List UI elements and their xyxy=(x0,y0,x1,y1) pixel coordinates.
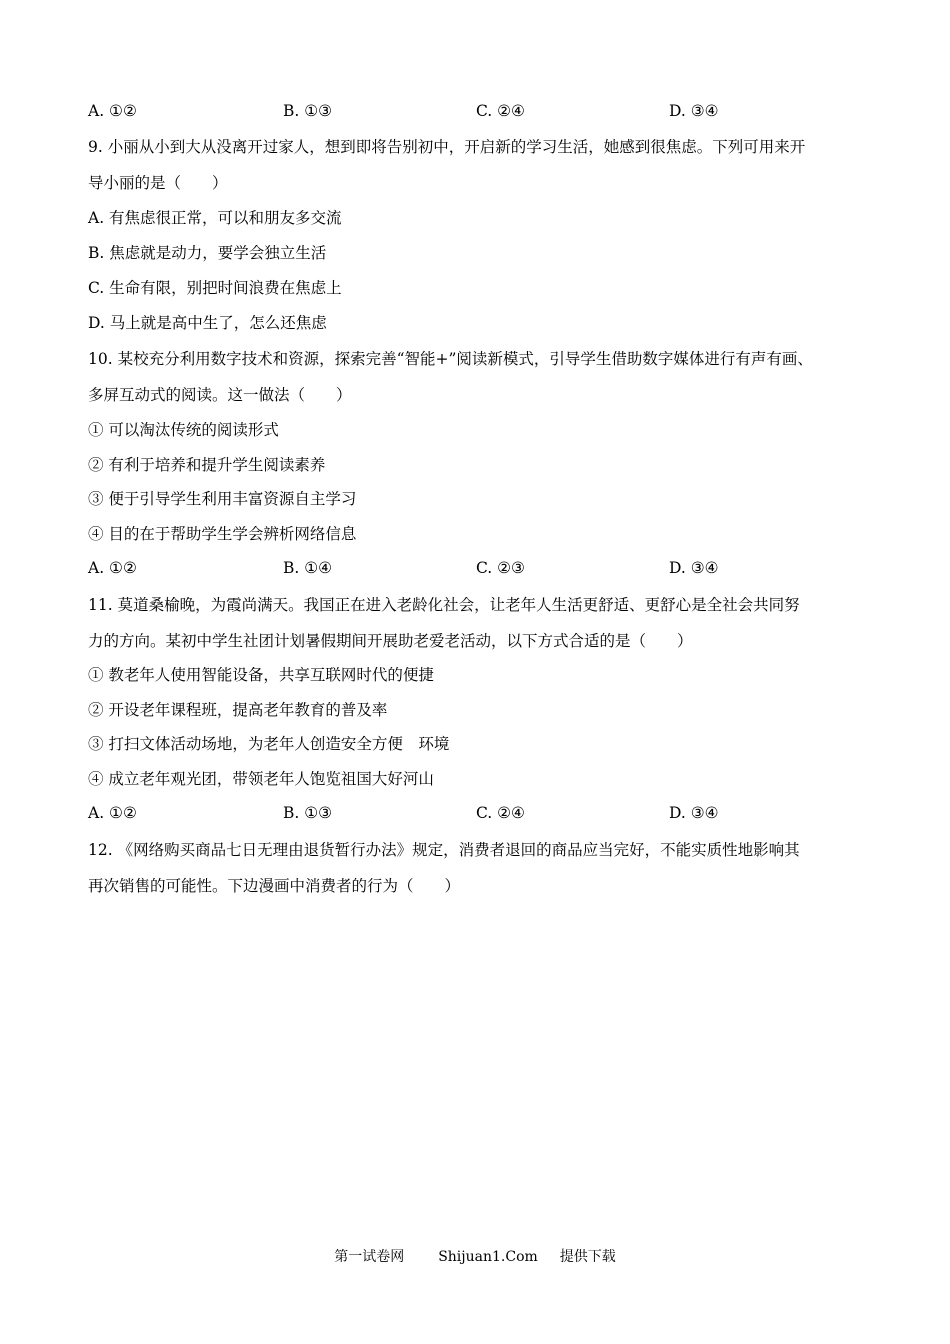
q12-stem-line1: 12. 《网络购买商品七日无理由退货暂行办法》规定，消费者退回的商品应当完好，不能实质性地影响其 xyxy=(88,841,800,859)
q9-choice-a: A. 有焦虑很正常，可以和朋友多交流 xyxy=(88,209,342,227)
q11-option-a: A. ①② xyxy=(88,804,137,822)
q11-statement-2: ② 开设老年课程班，提高老年教育的普及率 xyxy=(88,701,388,719)
q8-options xyxy=(88,101,868,121)
q10-statement-1: ① 可以淘汰传统的阅读形式 xyxy=(88,421,279,439)
q10-option-b: B. ①④ xyxy=(283,559,333,577)
page-footer xyxy=(0,1248,950,1266)
q8-option-c: C. ②④ xyxy=(476,102,525,120)
q10-stem-line2: 多屏互动式的阅读。这一做法（ ） xyxy=(88,386,352,404)
q11-option-b: B. ①③ xyxy=(283,804,333,822)
q11-option-d: D. ③④ xyxy=(669,804,719,822)
q9-choice-b: B. 焦虑就是动力，要学会独立生活 xyxy=(88,244,327,262)
q8-option-d: D. ③④ xyxy=(669,102,719,120)
q10-statement-2: ② 有利于培养和提升学生阅读素养 xyxy=(88,456,326,474)
q11-statement-3: ③ 打扫文体活动场地，为老年人创造安全方便 环境 xyxy=(88,735,450,753)
q10-options xyxy=(88,558,868,578)
footer-site-cn: 第一试卷网 xyxy=(334,1249,405,1265)
footer-site-en: Shijuan1.Com xyxy=(438,1249,538,1265)
q10-option-d: D. ③④ xyxy=(669,559,719,577)
q11-option-c: C. ②④ xyxy=(476,804,525,822)
q10-option-a: A. ①② xyxy=(88,559,137,577)
q9-stem-line1: 9. 小丽从小到大从没离开过家人，想到即将告别初中，开启新的学习生活，她感到很焦虑。下列可用来开 xyxy=(88,138,806,156)
q11-stem-line2: 力的方向。某初中学生社团计划暑假期间开展助老爱老活动，以下方式合适的是（ ） xyxy=(88,632,693,650)
q12-stem-line2: 再次销售的可能性。下边漫画中消费者的行为（ ） xyxy=(88,877,461,895)
q11-stem-line1: 11. 莫道桑榆晚，为霞尚满天。我国正在进入老龄化社会，让老年人生活更舒适、更舒心是全社会共同努 xyxy=(88,596,800,614)
q10-statement-4: ④ 目的在于帮助学生学会辨析网络信息 xyxy=(88,525,357,543)
q11-options xyxy=(88,803,868,823)
footer-note: 提供下载 xyxy=(559,1249,616,1265)
q11-statement-4: ④ 成立老年观光团，带领老年人饱览祖国大好河山 xyxy=(88,770,434,788)
q10-option-c: C. ②③ xyxy=(476,559,525,577)
q11-statement-1: ① 教老年人使用智能设备，共享互联网时代的便捷 xyxy=(88,666,434,684)
q10-stem-line1: 10. 某校充分利用数字技术和资源，探索完善“智能+”阅读新模式，引导学生借助数字媒体进行有声有画、 xyxy=(88,350,813,368)
q8-option-b: B. ①③ xyxy=(283,102,333,120)
q9-choice-d: D. 马上就是高中生了，怎么还焦虑 xyxy=(88,314,327,332)
q9-stem-line2: 导小丽的是（ ） xyxy=(88,174,228,192)
q8-option-a: A. ①② xyxy=(88,102,137,120)
q10-statement-3: ③ 便于引导学生利用丰富资源自主学习 xyxy=(88,490,357,508)
q9-choice-c: C. 生命有限，别把时间浪费在焦虑上 xyxy=(88,279,342,297)
